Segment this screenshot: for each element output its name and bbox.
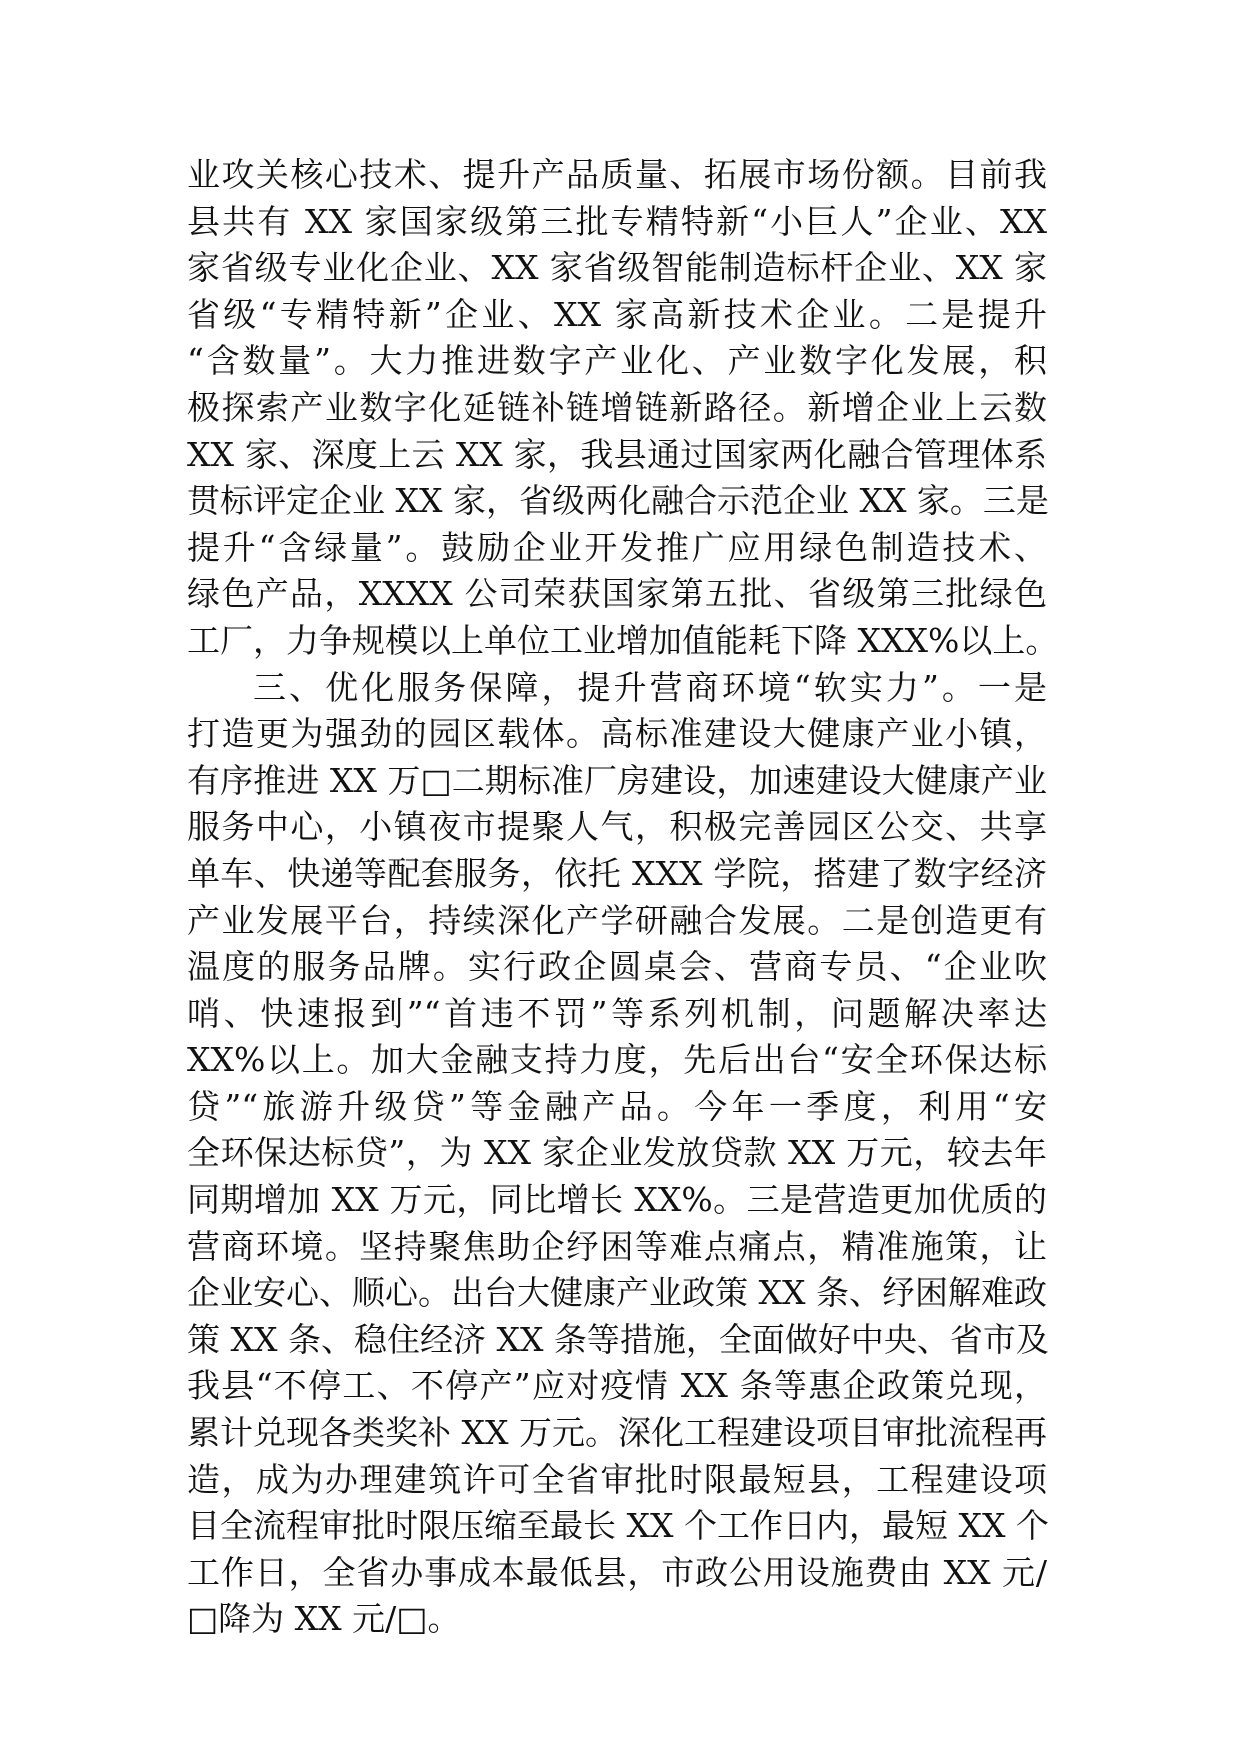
text-line: 家省级专业化企业、XX 家省级智能制造标杆企业、XX 家 [187, 248, 1047, 288]
text-line: 贯标评定企业 XX 家，省级两化融合示范企业 XX 家。三是 [187, 481, 1049, 521]
text-line: 全环保达标贷”，为 XX 家企业发放贷款 XX 万元，较去年 [187, 1133, 1047, 1173]
text-line: 打造更为强劲的园区载体。高标准建设大健康产业小镇， [187, 714, 1047, 754]
text-line: 服务中心，小镇夜市提聚人气，积极完善园区公交、共享 [187, 807, 1047, 847]
text-line: 工作日，全省办事成本最低县，市政公用设施费由 XX 元/ [187, 1552, 1047, 1592]
text-line: 哨、快速报到”“首违不罚”等系列机制，问题解决率达 [187, 993, 1047, 1033]
text-line: 我县“不停工、不停产”应对疫情 XX 条等惠企政策兑现， [187, 1366, 1047, 1406]
text-line: 省级“专精特新”企业、XX 家高新技术企业。二是提升 [187, 294, 1047, 334]
text-line: 造，成为办理建筑许可全省审批时限最短县，工程建设项 [187, 1459, 1047, 1499]
document-body [187, 152, 1059, 1643]
text-line: 极探索产业数字化延链补链增链新路径。新增企业上云数 [187, 387, 1047, 427]
text-line: 贷”“旅游升级贷”等金融产品。今年一季度，利用“安 [187, 1086, 1047, 1126]
text-line: 同期增加 XX 万元，同比增长 XX%。三是营造更加优质的 [187, 1180, 1047, 1220]
text-line: 提升“含绿量”。鼓励企业开发推广应用绿色制造技术、 [187, 527, 1047, 567]
text-line: 县共有 XX 家国家级第三批专精特新“小巨人”企业、XX [187, 201, 1047, 241]
text-line: 有序推进 XX 万□二期标准厂房建设，加速建设大健康产业 [187, 760, 1047, 800]
text-line: 营商环境。坚持聚焦助企纾困等难点痛点，精准施策，让 [187, 1226, 1047, 1266]
paragraph-end-line: 工厂，力争规模以上单位工业增加值能耗下降 XXX%以上。 [187, 620, 1059, 660]
text-line: 产业发展平台，持续深化产学研融合发展。二是创造更有 [187, 900, 1047, 940]
text-line: 策 XX 条、稳住经济 XX 条等措施，全面做好中央、省市及 [187, 1319, 1049, 1359]
text-line: 目全流程审批时限压缩至最长 XX 个工作日内，最短 XX 个 [187, 1506, 1049, 1546]
paragraph-end-line: □降为 XX 元/□。 [187, 1599, 461, 1639]
text-line: “含数量”。大力推进数字产业化、产业数字化发展，积 [187, 341, 1047, 381]
text-line: XX%以上。加大金融支持力度，先后出台“安全环保达标 [187, 1040, 1047, 1080]
text-line: 温度的服务品牌。实行政企圆桌会、营商专员、“企业吹 [187, 947, 1047, 987]
text-line: 绿色产品，XXXX 公司荣获国家第五批、省级第三批绿色 [187, 574, 1047, 614]
section-heading-line: 三、优化服务保障，提升营商环境“软实力”。一是 [253, 667, 1047, 707]
text-line: 累计兑现各类奖补 XX 万元。深化工程建设项目审批流程再 [187, 1413, 1047, 1453]
text-line: 单车、快递等配套服务，依托 XXX 学院，搭建了数字经济 [187, 853, 1047, 893]
text-line: XX 家、深度上云 XX 家，我县通过国家两化融合管理体系 [187, 434, 1047, 474]
text-line: 企业安心、顺心。出台大健康产业政策 XX 条、纾困解难政 [187, 1273, 1047, 1313]
text-line: 业攻关核心技术、提升产品质量、拓展市场份额。目前我 [187, 155, 1047, 194]
